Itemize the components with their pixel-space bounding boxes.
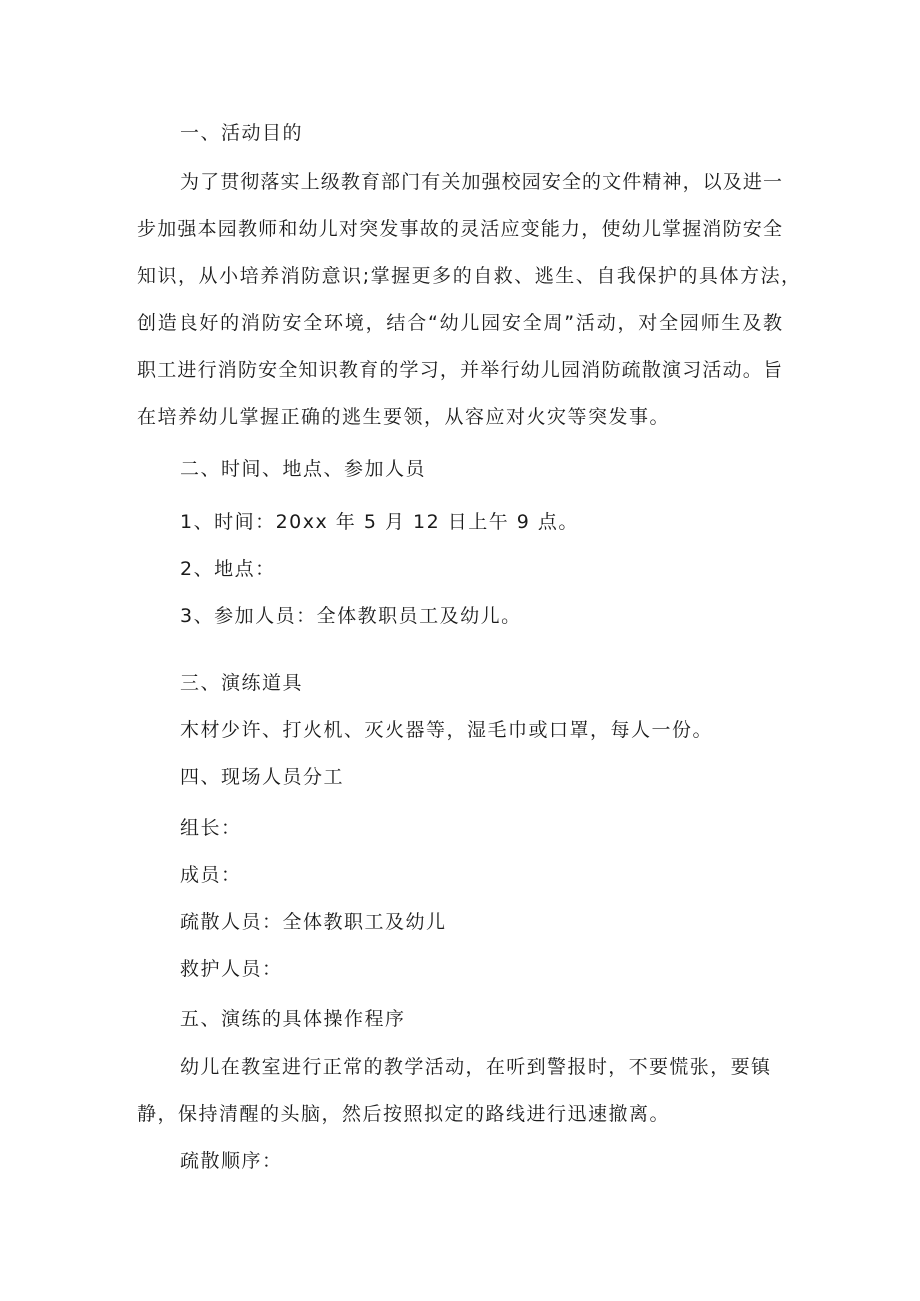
section-heading-procedure: 五、演练的具体操作程序: [180, 1008, 406, 1030]
purpose-paragraph-line: 步加强本园教师和幼儿对突发事故的灵活应变能力，使幼儿掌握消防安全: [137, 218, 782, 240]
purpose-paragraph-line: 为了贯彻落实上级教育部门有关加强校园安全的文件精神，以及进一: [180, 171, 782, 193]
section-heading-purpose: 一、活动目的: [180, 122, 304, 144]
place-item: 2、地点：: [180, 558, 276, 580]
purpose-paragraph-line: 创造良好的消防安全环境，结合“幼儿园安全周”活动，对全园师生及教: [137, 312, 782, 334]
section-heading-roles: 四、现场人员分工: [180, 766, 345, 788]
participants-item: 3、参加人员：全体教职员工及幼儿。: [180, 605, 522, 627]
role-evacuation: 疏散人员：全体教职工及幼儿: [180, 911, 447, 933]
section-heading-time-place: 二、时间、地点、参加人员: [180, 458, 427, 480]
role-members: 成员：: [180, 864, 242, 886]
props-list: 木材少许、打火机、灭火器等，湿毛巾或口罩，每人一份。: [180, 719, 714, 741]
role-leader: 组长：: [180, 817, 242, 839]
purpose-paragraph-line: 在培养幼儿掌握正确的逃生要领，从容应对火灾等突发事。: [137, 406, 671, 428]
procedure-paragraph-line: 静，保持清醒的头脑，然后按照拟定的路线进行迅速撤离。: [137, 1103, 671, 1125]
role-rescue: 救护人员：: [180, 958, 283, 980]
section-heading-props: 三、演练道具: [180, 672, 304, 694]
purpose-paragraph-line: 知识，从小培养消防意识;掌握更多的自救、逃生、自我保护的具体方法，: [137, 265, 800, 287]
purpose-paragraph-line: 职工进行消防安全知识教育的学习，并举行幼儿园消防疏散演习活动。旨: [137, 359, 782, 381]
procedure-paragraph-line: 幼儿在教室进行正常的教学活动，在听到警报时，不要慌张，要镇: [180, 1056, 770, 1078]
evacuation-order-label: 疏散顺序：: [180, 1150, 283, 1172]
time-item: 1、时间：20xx 年 5 月 12 日上午 9 点。: [180, 511, 579, 533]
